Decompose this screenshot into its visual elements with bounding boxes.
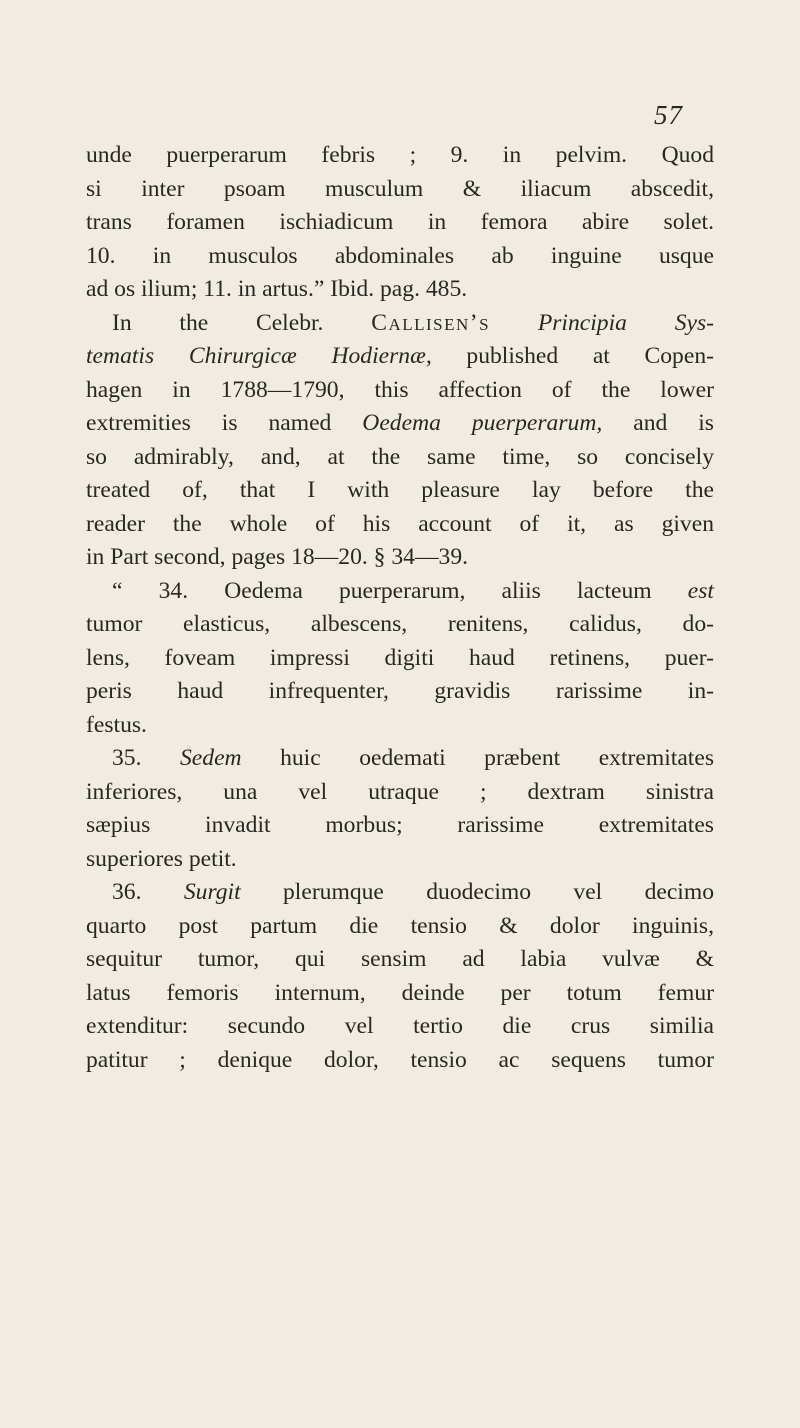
text-line (86, 240, 714, 274)
text-run (490, 310, 538, 336)
text-line (86, 541, 714, 575)
text-line (86, 139, 714, 173)
text-line (86, 173, 714, 207)
text-run: quarto post partum die tensio & dolor inguinis, (86, 912, 714, 939)
text-line (86, 977, 714, 1011)
text-line (86, 910, 714, 944)
text-line (86, 809, 714, 843)
text-line (86, 943, 714, 977)
italic-text: tematis Chirurgicæ Hodiernæ, (86, 343, 432, 369)
text-run: unde puerperarum febris ; 9. in pelvim. Quod (86, 142, 714, 168)
text-run: trans foramen ischiadicum in femora abire solet. (86, 209, 714, 235)
text-run: extremities is named (86, 410, 363, 436)
text-run: treated of, that I with pleasure lay before the (86, 477, 714, 503)
text-run: 36. (112, 879, 184, 905)
page-number: 57 (654, 100, 683, 130)
text-line (86, 374, 714, 408)
text-line (86, 608, 714, 642)
text-run: tumor elasticus, albescens, renitens, calidus, do- (86, 611, 714, 637)
text-run: sæpius invadit morbus; rarissime extremitates (86, 812, 714, 838)
text-line (86, 675, 714, 709)
text-line (86, 876, 714, 910)
text-line (86, 776, 714, 810)
italic-text: Surgit (183, 879, 241, 905)
text-line (86, 508, 714, 542)
text-run: published at Copen- (431, 343, 714, 369)
text-line (86, 709, 714, 743)
text-run: lens, foveam impressi digiti haud retinens, puer- (86, 644, 714, 671)
text-run: si inter psoam musculum & iliacum abscedit, (86, 175, 714, 202)
text-line (86, 474, 714, 508)
text-run: 10. in musculos abdominales ab inguine usque (86, 242, 714, 269)
italic-text: Sedem (180, 745, 242, 771)
text-run: plerumque duodecimo vel decimo (240, 879, 715, 905)
text-run: In the Celebr. (112, 309, 372, 336)
text-line (86, 1044, 714, 1078)
text-line (86, 843, 714, 877)
text-line (86, 273, 714, 307)
italic-text: Oedema puerperarum, (362, 410, 603, 436)
text-run: huic oedemati præbent extremitates (241, 745, 714, 771)
text-run: 35. (112, 745, 180, 771)
body-text (86, 139, 714, 1077)
text-run: and is (602, 410, 714, 436)
text-run: latus femoris internum, deinde per totum femur (86, 979, 714, 1006)
text-run: patitur ; denique dolor, tensio ac sequens tumor (86, 1046, 714, 1073)
text-run: reader the whole of his account of it, as given (86, 510, 714, 537)
text-run: so admirably, and, at the same time, so concisely (86, 443, 714, 470)
text-run: hagen in 1788—1790, this affection of the lower (86, 376, 714, 403)
text-line (86, 575, 714, 609)
text-line (86, 340, 714, 374)
text-run: in Part second, pages 18—20. § 34—39. (86, 544, 469, 570)
text-run: ad os ilium; 11. in artus.” Ibid. pag. 485. (86, 276, 468, 302)
text-line (86, 642, 714, 676)
text-line (86, 742, 714, 776)
small-caps-name: Callisen’s (371, 309, 491, 336)
text-line (86, 407, 714, 441)
text-line (86, 1010, 714, 1044)
text-run: extenditur: secundo vel tertio die crus similia (86, 1013, 714, 1039)
text-line (86, 441, 714, 475)
text-run: festus. (86, 711, 147, 738)
text-run: inferiores, una vel utraque ; dextram sinistra (86, 778, 714, 805)
text-run: peris haud infrequenter, gravidis rarissime in- (86, 678, 714, 704)
text-run: sequitur tumor, qui sensim ad labia vulvæ & (86, 946, 714, 972)
italic-text: est (687, 577, 714, 604)
italic-text: Principia Sys- (537, 309, 714, 336)
text-line (86, 206, 714, 240)
text-run: superiores petit. (86, 845, 237, 872)
text-run: “ 34. Oedema puerperarum, aliis lacteum (112, 577, 688, 604)
text-line (86, 307, 714, 341)
